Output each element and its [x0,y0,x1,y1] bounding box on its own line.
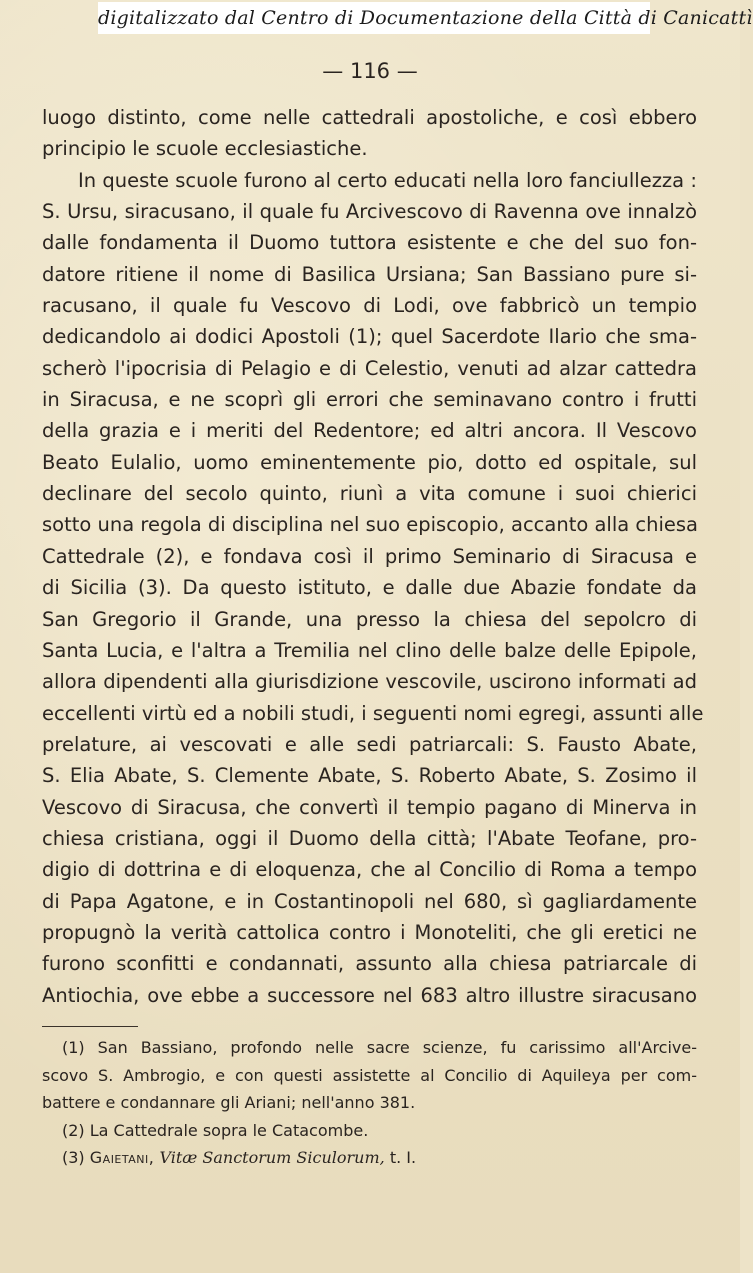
text-line: dalle fondamenta il Duomo tuttora esistente e che del suo fon- [42,231,697,255]
text-line: Antiochia, ove ebbe a successore nel 683 altro illustre siracusano [42,983,697,1007]
text-line: S. Ursu, siracusano, il quale fu Arcivescovo di Ravenna ove innalzò [42,200,697,224]
footnote-1-line: battere e condannare gli Ariani; nell'anno 381. [42,1093,416,1113]
footnotes [42,1034,697,1172]
text-line: propugnò la verità cattolica contro i Monoteliti, che gli eretici ne [42,920,697,944]
footnote-3 [42,1144,697,1172]
text-line: eccellenti virtù ed a nobili studi, i seguenti nomi egregi, assunti alle [42,701,704,725]
footnote-1-line: scovo S. Ambrogio, e con questi assistette al Concilio di Aquileya per com- [42,1065,697,1085]
text-line: della grazia e i meriti del Redentore; ed altri ancora. Il Vescovo [42,419,697,443]
text-line: datore ritiene il nome di Basilica Ursiana; San Bassiano pure si- [42,262,697,286]
footnote-1-line: (1) San Bassiano, profondo nelle sacre scienze, fu carissimo all'Arcive- [62,1038,697,1057]
text-line: furono sconfitti e condannati, assunto alla chiesa patriarcale di [42,952,697,976]
text-line: chiesa cristiana, oggi il Duomo della città; l'Abate Teofane, pro- [42,826,697,850]
text-line: Beato Eulalio, uomo eminentemente pio, dotto ed ospitale, sul [42,450,697,474]
footnote-3-volume: t. I. [389,1148,417,1168]
text-line: dedicandolo ai dodici Apostoli (1); quel Sacerdote Ilario che sma- [42,325,697,349]
text-line: racusano, il quale fu Vescovo di Lodi, ove fabbricò un tempio [42,294,697,318]
text-line: In queste scuole furono al certo educati nella loro fanciullezza : [78,168,697,192]
footnote-2: (2) La Cattedrale sopra le Catacombe. [62,1120,369,1140]
text-line: prelature, ai vescovati e alle sedi patriarcali: S. Fausto Abate, [42,732,697,756]
footnote-3-title: Vitæ Sanctorum Siculorum, [159,1148,385,1168]
page-number: — 116 — [322,59,418,83]
text-line: Vescovo di Siracusa, che convertì il tempio pagano di Minerva in [42,795,697,819]
footnote-separator [42,1026,138,1027]
text-line: digio di dottrina e di eloquenza, che al Concilio di Roma a tempo [42,858,697,882]
text-line: scherò l'ipocrisia di Pelagio e di Celestio, venuti ad alzar cattedra [42,356,697,380]
text-line: sotto una regola di disciplina nel suo episcopio, accanto alla chiesa [42,513,699,537]
text-line: Santa Lucia, e l'altra a Tremilia nel clino delle balze delle Epipole, [42,638,697,662]
footnote-3-author: Gaietani, [89,1148,155,1168]
text-line: declinare del secolo quinto, riunì a vita comune i suoi chierici [42,482,697,506]
footnote-3-number: (3) [62,1148,85,1168]
text-line: S. Elia Abate, S. Clemente Abate, S. Roberto Abate, S. Zosimo il [42,764,697,788]
text-line: luogo distinto, come nelle cattedrali apostoliche, e così ebbero [42,106,697,129]
text-line: allora dipendenti alla giurisdizione vescovile, uscirono informati ad [42,670,697,694]
text-line: principio le scuole ecclesiastiche. [42,137,368,161]
digitization-watermark: digitalizzato dal Centro di Documentazione della Città di Canicattì [98,2,650,34]
text-line: di Papa Agatone, e in Costantinopoli nel 680, sì gagliardamente [42,889,697,913]
text-line: in Siracusa, e ne scoprì gli errori che seminavano contro i frutti [42,388,697,412]
text-line: San Gregorio il Grande, una presso la chiesa del sepolcro di [42,607,697,631]
body-text [42,102,704,1011]
text-line: di Sicilia (3). Da questo istituto, e dalle due Abazie fondate da [42,576,697,600]
text-line: Cattedrale (2), e fondava così il primo Seminario di Siracusa e [42,544,697,568]
